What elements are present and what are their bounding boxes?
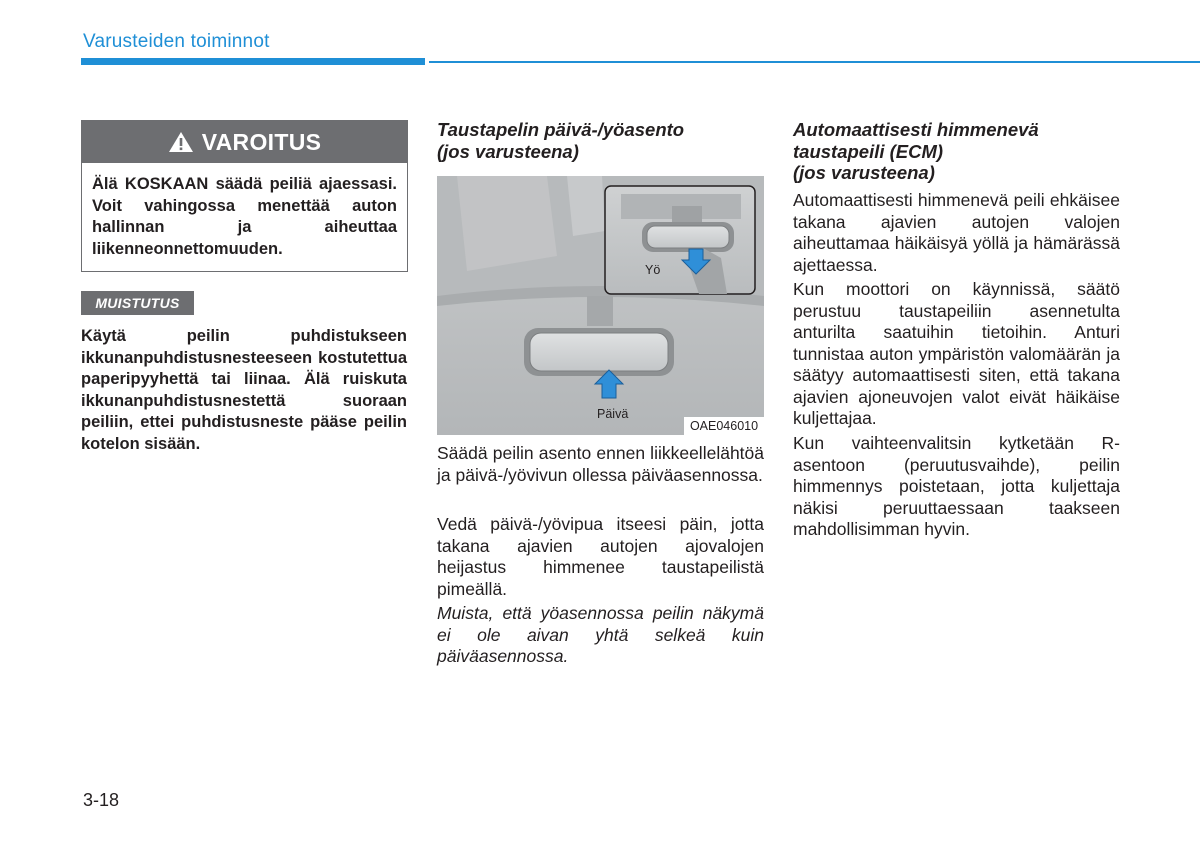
header-title: Varusteiden toiminnot (83, 31, 270, 52)
paragraph: Kun vaihteenvalitsin kytketään R-asentoon (peruutusvaihde), peilin himmennys poistetaan, jotta kuljettaja näkisi peruuttaessaan taakseen mahdollisimman hyvin. (793, 433, 1120, 539)
section-title-ecm (793, 119, 1120, 184)
note-text: Käytä peilin puhdistukseen ikkunanpuhdistusnesteeseen kostutettua paperipyyhettä tai liinaa. Älä ruiskuta ikkunanpuhdistusnestettä suoraan peiliin, ettei puhdistusneste pääse peilin kotelon sisään. (81, 327, 407, 453)
warning-triangle-icon (168, 130, 194, 154)
warning-header (82, 121, 407, 163)
page-number: 3-18 (83, 790, 120, 810)
section-title-line: Automaattisesti himmenevä (793, 119, 1039, 140)
section-title-day-night (437, 119, 764, 162)
figure-code: OAE046010 (684, 417, 764, 435)
header-rule-thin (429, 61, 1200, 63)
paragraph: Säädä peilin asento ennen liikkeellelähtöä ja päivä-/yövivun ollessa päiväasennossa. (437, 443, 764, 485)
paragraph: Kun moottori on käynnissä, säätö perustuu taustapeiliin asennetulta anturilta saatuihin tietoihin. Anturi tunnistaa auton ympäristön valomäärän ja säätyy automaattisesti siten, että takana ajavien ajoneuvojen valot eivät häikäise kuljettajaa. (793, 279, 1120, 428)
warning-text: Älä KOSKAAN säädä peiliä ajaessasi. Voit vahingossa menettää auton hallinnan ja aiheuttaa liikenneonnettomuuden. (92, 175, 397, 258)
note-label: MUISTUTUS (81, 291, 194, 315)
warning-label: VAROITUS (201, 128, 322, 155)
header-rule-thick (81, 58, 425, 65)
paragraph-italic: Muista, että yöasennossa peilin näkymä ei ole aivan yhtä selkeä kuin päiväasennossa. (437, 603, 764, 666)
figure-label-day: Päivä (597, 407, 629, 421)
figure-label-night: Yö (645, 263, 661, 277)
section-title-line: Taustapelin päivä-/yöasento (437, 119, 685, 140)
warning-box (81, 120, 408, 272)
paragraph: Automaattisesti himmenevä peili ehkäisee takana ajavien autojen valojen aiheuttamaa häikäisyä yöllä ja hämärässä ajettaessa. (793, 190, 1120, 275)
section-title-line: taustapeili (ECM) (793, 140, 944, 162)
section-title-line: (jos varusteena) (793, 162, 935, 183)
section-title-line: (jos varusteena) (437, 140, 579, 162)
rearview-mirror-figure (437, 176, 764, 435)
paragraph: Vedä päivä-/yövipua itseesi päin, jotta takana ajavien autojen ajovalojen heijastus himmenee taustapeilistä pimeällä. (437, 514, 764, 599)
